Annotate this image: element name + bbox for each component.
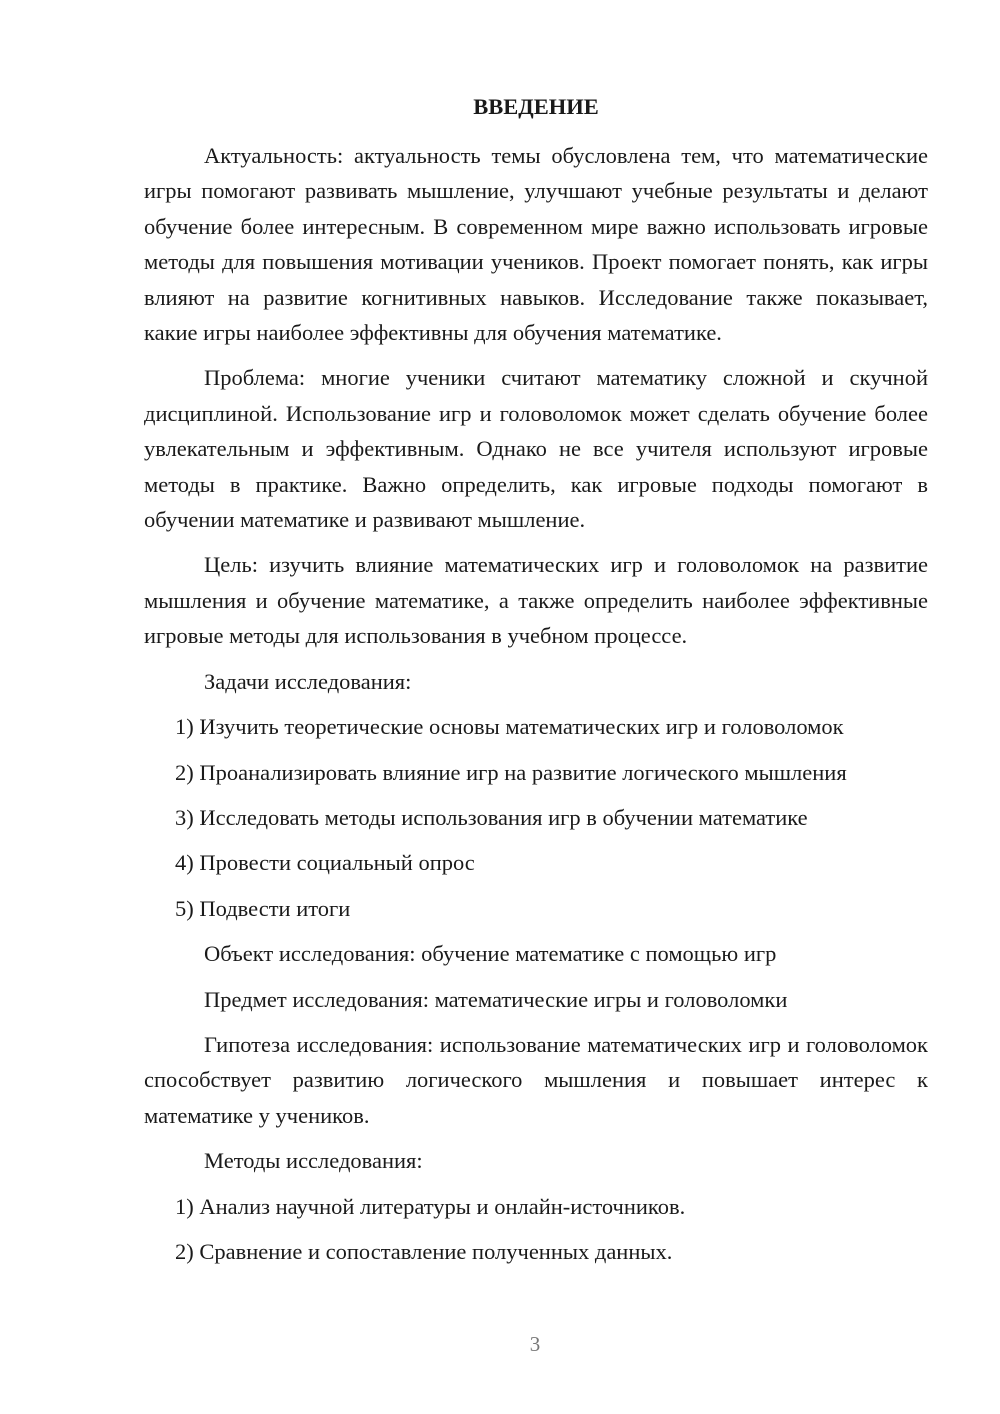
section-title: ВВЕДЕНИЕ xyxy=(473,94,599,119)
list-item: 3) Исследовать методы использования игр в обучении математике xyxy=(175,804,808,830)
problem-paragraph: Проблема: многие ученики считают математику сложной и скучной дисциплиной. Использование игр и головоломок может сделать обучение более увлекательным и эффективным. Однако не все учителя используют игровые методы в практике. Важно определить, как игровые подходы помогают в обучении математике и развивают мышление. xyxy=(144,365,928,533)
list-item: 4) Провести социальный опрос xyxy=(175,850,475,876)
list-item: 1) Анализ научной литературы и онлайн-источников. xyxy=(175,1193,686,1219)
list-item: 2) Сравнение и сопоставление полученных данных. xyxy=(175,1238,673,1264)
document-page xyxy=(144,88,928,1279)
methods-heading: Методы исследования: xyxy=(204,1148,423,1174)
tasks-list xyxy=(144,709,928,926)
research-object: Объект исследования: обучение математике с помощью игр xyxy=(204,941,777,967)
tasks-heading: Задачи исследования: xyxy=(204,668,412,694)
hypothesis-paragraph: Гипотеза исследования: использование математических игр и головоломок способствует развитию логического мышления и повышает интерес к математике у учеников. xyxy=(144,1031,928,1128)
methods-list xyxy=(144,1189,928,1270)
relevance-paragraph: Актуальность: актуальность темы обусловлена тем, что математические игры помогают развивать мышление, улучшают учебные результаты и делают обучение более интересным. В современном мире важно использовать игровые методы для повышения мотивации учеников. Проект помогает понять, как игры влияют на развитие когнитивных навыков. Исследование также показывает, какие игры наиболее эффективны для обучения математике. xyxy=(144,143,928,346)
goal-paragraph: Цель: изучить влияние математических игр и головоломок на развитие мышления и обучение математике, а также определить наиболее эффективные игровые методы для использования в учебном процессе. xyxy=(144,552,928,649)
list-item: 1) Изучить теоретические основы математических игр и головоломок xyxy=(175,714,844,740)
research-subject: Предмет исследования: математические игры и головоломки xyxy=(204,986,788,1012)
list-item: 5) Подвести итоги xyxy=(175,895,351,921)
page-number: 3 xyxy=(529,1332,541,1356)
list-item: 2) Проанализировать влияние игр на развитие логического мышления xyxy=(175,759,847,785)
